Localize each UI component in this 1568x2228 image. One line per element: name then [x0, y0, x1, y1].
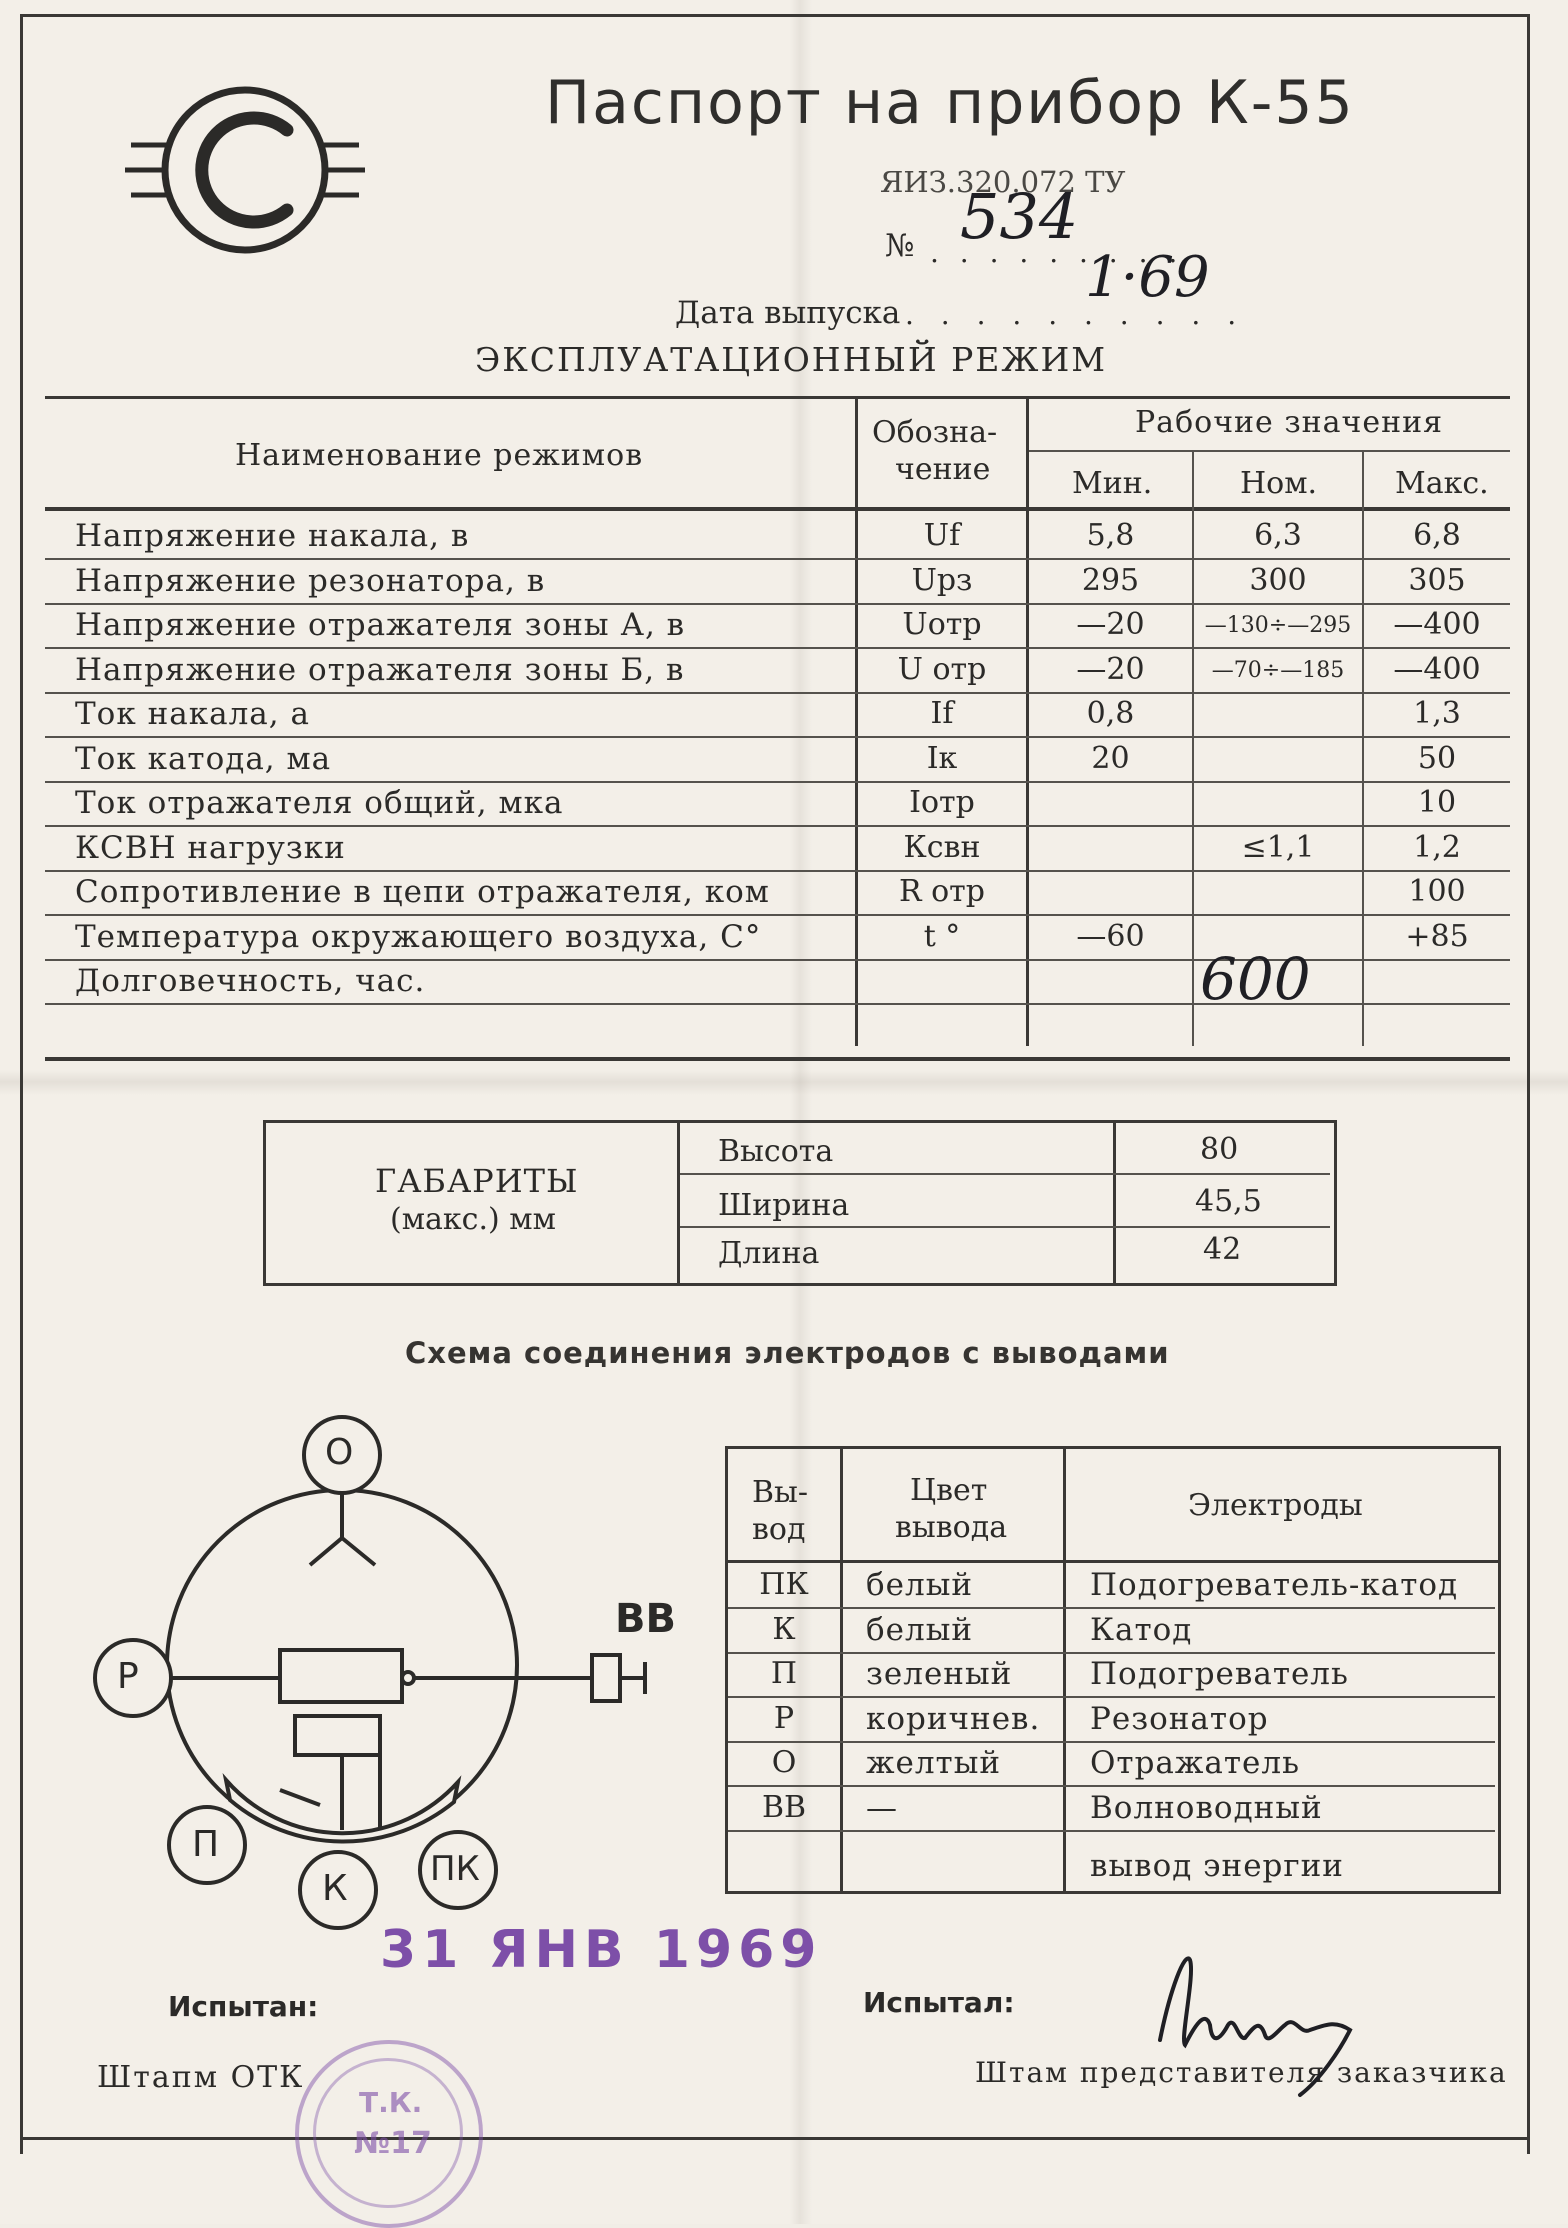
mode-name-cell: Напряжение отражателя зоны Б, в: [75, 652, 685, 688]
mode-min-cell: —60: [1076, 919, 1145, 954]
pin-electrode-cell: Отражатель: [1090, 1745, 1300, 1781]
pin-electrode-cell: Резонатор: [1090, 1701, 1269, 1737]
mode-name-cell: Долговечность, час.: [75, 963, 426, 999]
pin-table-col-1: [840, 1446, 843, 1891]
pin-row-underline: [728, 1652, 1495, 1654]
mode-max-cell: 10: [1417, 785, 1457, 820]
mode-row-underline: [45, 603, 1510, 605]
electrode-diagram: [80, 1410, 720, 1930]
mode-row-underline: [45, 781, 1510, 783]
dimensions-divider-1: [677, 1120, 680, 1283]
mode-designation-cell: t °: [923, 919, 961, 954]
working-values-underline: [1026, 450, 1510, 452]
otk-stamp-line1: Т.К.: [359, 2086, 423, 2119]
mode-min-cell: 0,8: [1086, 696, 1135, 731]
pin-electrode-cell: Подогреватель: [1090, 1656, 1349, 1692]
date-stamp: 31 ЯНВ 1969: [380, 1920, 823, 1980]
mode-name-cell: Температура окружающего воздуха, С°: [75, 919, 762, 955]
release-date-label: Дата выпуска: [675, 295, 901, 331]
mode-header-name: Наименование режимов: [235, 438, 644, 473]
mode-max-cell: 100: [1408, 874, 1466, 909]
pin-code-cell: ПК: [759, 1567, 809, 1602]
mode-name-cell: Сопротивление в цепи отражателя, ком: [75, 874, 770, 910]
dimension-label-length: Длина: [718, 1236, 820, 1271]
diagram-title: Схема соединения электродов с выводами: [405, 1336, 1170, 1370]
otk-stamp-line2: №17: [354, 2126, 432, 2161]
mode-name-cell: Напряжение резонатора, в: [75, 563, 546, 599]
pin-code-cell: К: [772, 1612, 796, 1647]
mode-name-cell: Напряжение отражателя зоны А, в: [75, 607, 686, 643]
mode-designation-cell: Iк: [926, 741, 958, 776]
mode-header-designation-2: чение: [895, 452, 991, 487]
mode-nom-cell: —70÷—185: [1211, 658, 1345, 683]
mode-header-max: Макс.: [1395, 466, 1489, 501]
pin-row-underline: [728, 1830, 1495, 1832]
pin-header-color-1: Цвет: [910, 1473, 988, 1508]
pin-code-cell: ВВ: [761, 1790, 807, 1825]
mode-name-cell: Ток катода, ма: [75, 741, 332, 777]
mode-row-underline: [45, 558, 1510, 560]
mode-designation-cell: Ксвн: [903, 830, 981, 865]
pin-row-underline: [728, 1785, 1495, 1787]
mode-row-underline: [45, 870, 1510, 872]
mode-max-cell: +85: [1405, 919, 1469, 954]
mode-header-nom: Ном.: [1240, 466, 1318, 501]
dimension-value-length: 42: [1203, 1232, 1242, 1267]
dimension-value-width: 45,5: [1195, 1184, 1262, 1219]
otk-stamp-label: Штапм ОТК: [97, 2060, 305, 2095]
pin-code-cell: О: [771, 1745, 797, 1780]
mode-name-cell: Ток накала, а: [75, 696, 310, 732]
pin-color-cell: —: [866, 1790, 898, 1826]
mode-designation-cell: R отр: [899, 874, 985, 909]
pin-table-col-2: [1063, 1446, 1066, 1891]
mode-designation-cell: Uотр: [902, 607, 982, 642]
mode-table-bottom: [45, 1057, 1510, 1061]
pin-electrode-cell: вывод энергии: [1090, 1848, 1344, 1884]
frame-bottom: [20, 2137, 1530, 2140]
pin-color-cell: зеленый: [866, 1656, 1013, 1692]
mode-row-underline: [45, 825, 1510, 827]
pin-header-pin-1: Вы-: [752, 1475, 809, 1510]
mode-max-cell: 50: [1417, 741, 1457, 776]
dimension-label-width: Ширина: [718, 1188, 850, 1223]
pin-color-cell: коричнев.: [866, 1701, 1041, 1737]
mode-designation-cell: Uf: [923, 518, 961, 553]
mode-max-cell: 6,8: [1413, 518, 1461, 553]
mode-row-underline: [45, 647, 1510, 649]
mode-header-min: Мин.: [1072, 466, 1153, 501]
mode-table-top: [45, 396, 1510, 399]
pin-label-pp: П: [192, 1824, 220, 1865]
frame-left: [20, 14, 23, 2154]
pin-code-cell: П: [770, 1656, 798, 1691]
tested-label: Испытан:: [168, 1990, 319, 2023]
mode-row-underline: [45, 692, 1510, 694]
frame-right: [1527, 14, 1530, 2154]
pin-code-cell: Р: [773, 1701, 795, 1736]
mode-designation-cell: Iотр: [909, 785, 975, 820]
mode-min-cell: —20: [1076, 652, 1145, 687]
mode-designation-cell: U отр: [897, 652, 987, 687]
number-label: №: [885, 228, 915, 264]
dimension-label-height: Высота: [718, 1134, 834, 1169]
mode-row-underline: [45, 914, 1510, 916]
pin-header-pin-2: вод: [752, 1512, 806, 1547]
mode-table-header-bottom: [45, 507, 1510, 511]
pin-label-pk: ПК: [430, 1849, 480, 1889]
mode-min-cell: 5,8: [1086, 518, 1135, 553]
pin-color-cell: желтый: [866, 1745, 1002, 1781]
dimensions-row-line-1: [680, 1173, 1330, 1175]
mode-nom-cell: 300: [1249, 563, 1307, 598]
dimensions-title: ГАБАРИТЫ: [375, 1162, 579, 1200]
dimensions-divider-2: [1113, 1120, 1116, 1283]
manufacturer-logo: [125, 75, 365, 265]
mode-nom-cell: —130÷—295: [1204, 613, 1352, 638]
pin-label-p: Р: [117, 1656, 139, 1697]
pin-label-bb: ВВ: [615, 1596, 676, 1642]
pin-row-underline: [728, 1741, 1495, 1743]
document-title: Паспорт на прибор К-55: [545, 68, 1355, 138]
pin-color-cell: белый: [866, 1567, 974, 1603]
lifetime-handwritten: 600: [1200, 945, 1311, 1013]
dimensions-subtitle: (макс.) мм: [390, 1202, 556, 1237]
pin-row-underline: [728, 1607, 1495, 1609]
release-date-dots: . . . . . . . . . .: [905, 298, 1246, 331]
mode-row-underline: [45, 736, 1510, 738]
pin-header-electrodes: Электроды: [1188, 1488, 1363, 1523]
mode-name-cell: КСВН нагрузки: [75, 830, 346, 866]
pin-label-o: О: [325, 1432, 354, 1473]
mode-designation-cell: Uрз: [911, 563, 973, 598]
customer-stamp-label: Штам представителя заказчика: [975, 2056, 1508, 2089]
mode-min-cell: 20: [1091, 741, 1130, 776]
signature: [1150, 1930, 1370, 2100]
mode-nom-cell: ≤1,1: [1241, 830, 1315, 865]
mode-name-cell: Ток отражателя общий, мка: [75, 785, 564, 821]
number-dots: . . . . . . . . .: [930, 236, 1184, 269]
pin-electrode-cell: Волноводный: [1090, 1790, 1323, 1826]
mode-designation-cell: If: [930, 696, 954, 731]
pin-header-color-2: вывода: [895, 1510, 1008, 1545]
mode-max-cell: 1,3: [1413, 696, 1461, 731]
mode-max-cell: —400: [1393, 607, 1481, 642]
section-title: ЭКСПЛУАТАЦИОННЫЙ РЕЖИМ: [475, 340, 1108, 379]
spec-number: ЯИЗ.320.072 ТУ: [880, 165, 1126, 199]
mode-min-cell: —20: [1076, 607, 1145, 642]
pin-color-cell: белый: [866, 1612, 974, 1648]
release-date-handwritten: 1·69: [1085, 245, 1210, 310]
frame-top: [20, 14, 1530, 17]
serial-number-handwritten: 534: [960, 180, 1079, 253]
mode-header-working: Рабочие значения: [1135, 405, 1444, 440]
pin-label-k: К: [322, 1868, 348, 1909]
pin-electrode-cell: Подогреватель-катод: [1090, 1567, 1459, 1603]
mode-min-cell: 295: [1081, 563, 1140, 598]
dimensions-row-line-2: [680, 1226, 1330, 1228]
pin-row-underline: [728, 1696, 1495, 1698]
dimension-value-height: 80: [1200, 1132, 1239, 1167]
otk-round-stamp: [295, 2040, 483, 2228]
mode-max-cell: 1,2: [1413, 830, 1461, 865]
mode-header-designation-1: Обозна-: [872, 415, 998, 450]
mode-nom-cell: 6,3: [1254, 518, 1302, 553]
mode-max-cell: —400: [1393, 652, 1481, 687]
mode-name-cell: Напряжение накала, в: [75, 518, 470, 554]
tester-label: Испытал:: [863, 1986, 1015, 2019]
mode-max-cell: 305: [1408, 563, 1466, 598]
pin-electrode-cell: Катод: [1090, 1612, 1193, 1648]
